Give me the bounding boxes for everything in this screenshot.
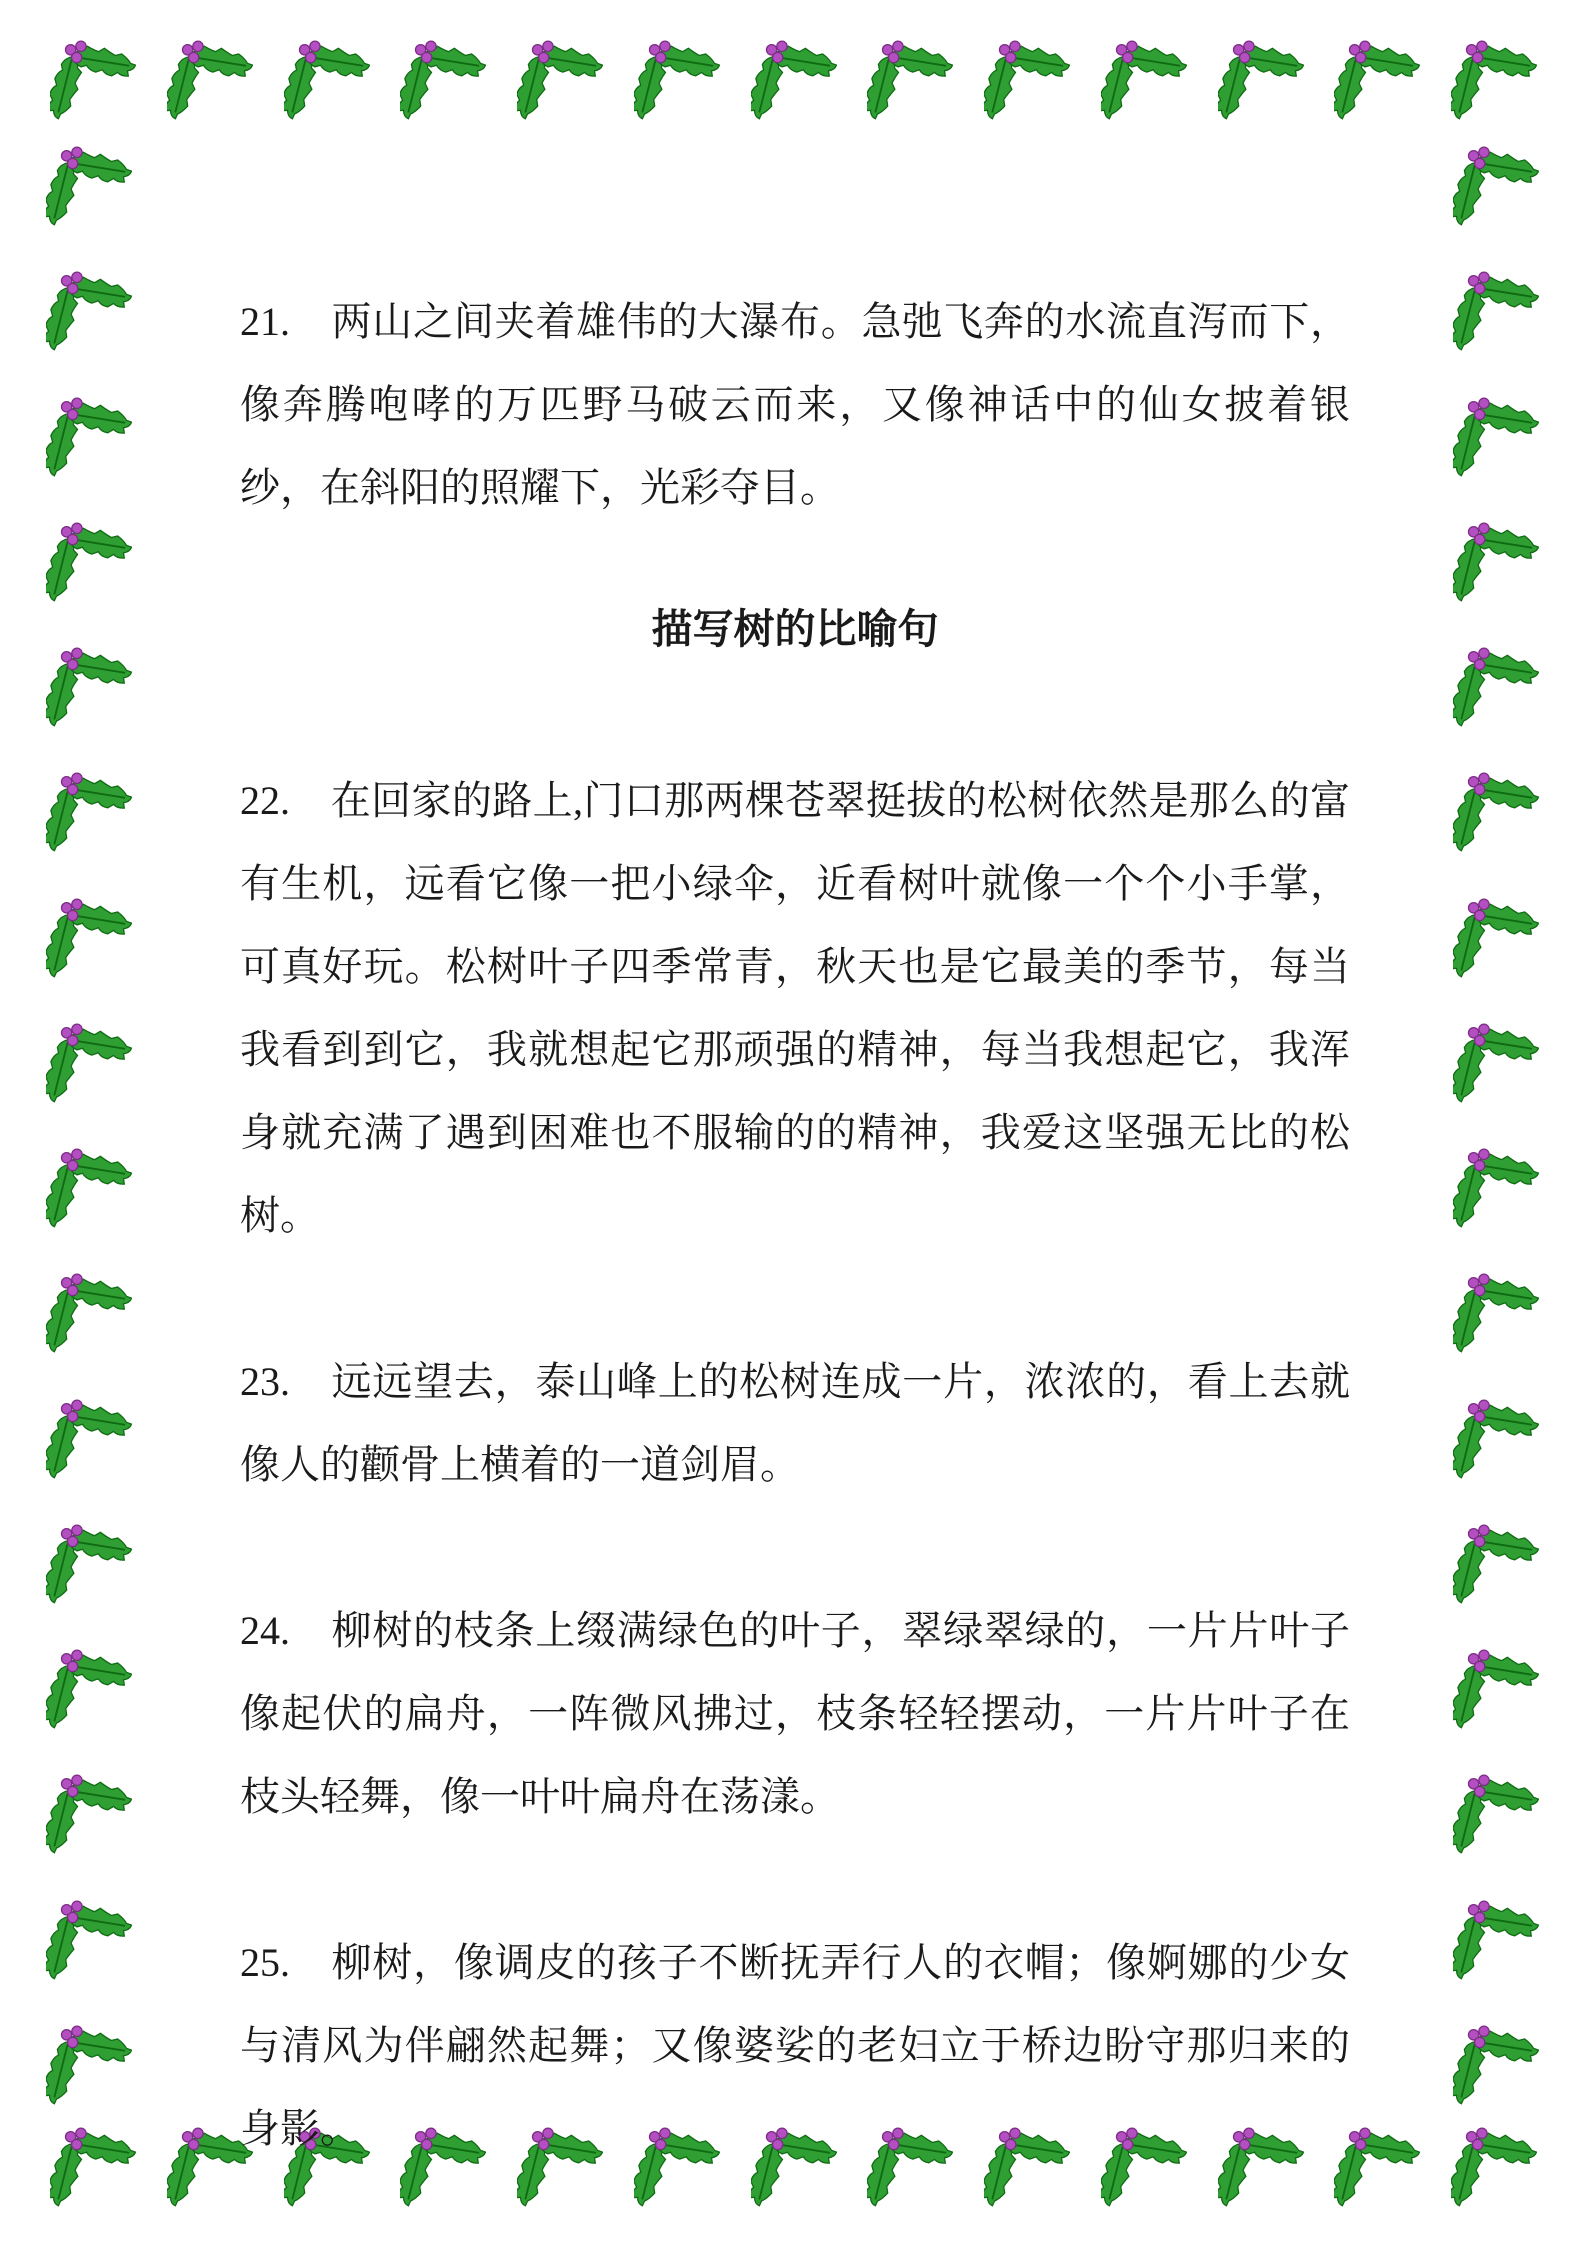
holly-border-top <box>50 36 1537 128</box>
paragraph-25: 25. 柳树，像调皮的孩子不断抚弄行人的衣帽；像婀娜的少女与清风为伴翩然起舞；又像婆娑的老妇立于桥边盼守那归来的身影。 <box>240 1940 1350 2151</box>
paragraph-21: 21. 两山之间夹着雄伟的大瀑布。急弛飞奔的水流直泻而下，像奔腾咆哮的万匹野马破云而来，又像神话中的仙女披着银纱，在斜阳的照耀下，光彩夺目。 <box>240 299 1350 510</box>
holly-icon <box>167 36 253 122</box>
document-content <box>240 280 1350 2245</box>
holly-icon <box>46 393 132 479</box>
holly-icon <box>1453 267 1539 353</box>
holly-icon <box>284 36 370 122</box>
paragraph-23: 23. 远远望去，泰山峰上的松树连成一片，浓浓的，看上去就像人的颧骨上横着的一道剑眉。 <box>240 1359 1350 1487</box>
holly-icon <box>1451 2123 1537 2209</box>
holly-icon <box>46 1144 132 1230</box>
holly-icon <box>1453 1520 1539 1606</box>
holly-icon <box>46 894 132 980</box>
holly-icon <box>1218 36 1304 122</box>
holly-icon <box>867 36 953 122</box>
holly-icon <box>46 768 132 854</box>
holly-icon <box>50 36 136 122</box>
holly-border-left <box>46 142 134 2107</box>
holly-icon <box>1453 1770 1539 1856</box>
paragraph-24: 24. 柳树的枝条上缀满绿色的叶子，翠绿翠绿的，一片片叶子像起伏的扁舟，一阵微风拂过，枝条轻轻摆动，一片片叶子在枝头轻舞，像一叶叶扁舟在荡漾。 <box>240 1608 1350 1819</box>
holly-icon <box>751 36 837 122</box>
paragraph-22: 22. 在回家的路上,门口那两棵苍翠挺拔的松树依然是那么的富有生机，远看它像一把小绿伞，近看树叶就像一个个小手掌，可真好玩。松树叶子四季常青，秋天也是它最美的季节，每当我看到到它，我就想起它那顽强的精神，每当我想起它，我浑身就充满了遇到困难也不服输的的精神，我爱这坚强无比的松树。 <box>240 778 1350 1238</box>
holly-icon <box>634 36 720 122</box>
holly-icon <box>1453 1896 1539 1982</box>
holly-icon <box>1453 2021 1539 2107</box>
holly-icon <box>46 1019 132 1105</box>
holly-icon <box>1451 36 1537 122</box>
holly-icon <box>517 36 603 122</box>
holly-icon <box>46 2021 132 2107</box>
holly-icon <box>46 643 132 729</box>
holly-icon <box>46 267 132 353</box>
holly-icon <box>46 1395 132 1481</box>
holly-icon <box>46 142 132 228</box>
holly-icon <box>1453 768 1539 854</box>
holly-icon <box>1453 518 1539 604</box>
holly-icon <box>46 1896 132 1982</box>
holly-icon <box>1453 393 1539 479</box>
holly-icon <box>46 1645 132 1731</box>
holly-icon <box>984 36 1070 122</box>
holly-icon <box>46 518 132 604</box>
holly-icon <box>1334 36 1420 122</box>
holly-border-right <box>1453 142 1541 2107</box>
holly-icon <box>400 36 486 122</box>
holly-icon <box>50 2123 136 2209</box>
holly-icon <box>46 1770 132 1856</box>
holly-icon <box>46 1520 132 1606</box>
holly-icon <box>1453 1019 1539 1105</box>
holly-icon <box>1453 643 1539 729</box>
holly-icon <box>1453 1269 1539 1355</box>
section-heading: 描写树的比喻句 <box>651 606 939 652</box>
holly-icon <box>1453 142 1539 228</box>
holly-icon <box>1453 894 1539 980</box>
holly-icon <box>1453 1144 1539 1230</box>
holly-icon <box>46 1269 132 1355</box>
holly-icon <box>1453 1645 1539 1731</box>
holly-icon <box>1453 1395 1539 1481</box>
holly-icon <box>1101 36 1187 122</box>
